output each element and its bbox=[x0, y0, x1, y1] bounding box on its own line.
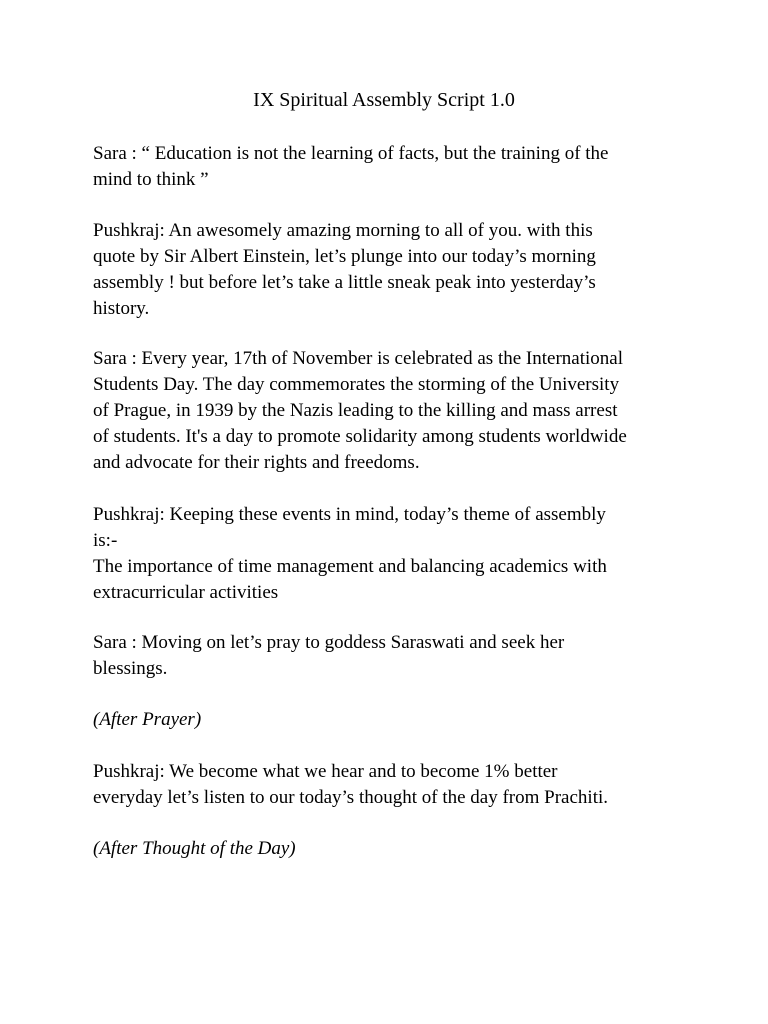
text-line: Sara : “ Education is not the learning of facts, but the training of the bbox=[93, 143, 609, 164]
paragraph-sara-prayer bbox=[93, 630, 683, 682]
text-line: of students. It's a day to promote solidarity among students worldwide bbox=[93, 426, 627, 447]
text-line: history. bbox=[93, 298, 150, 319]
text-line: Pushkraj: We become what we hear and to become 1% better bbox=[93, 761, 558, 782]
text-line: of Prague, in 1939 by the Nazis leading to the killing and mass arrest bbox=[93, 400, 618, 421]
text-line: assembly ! but before let’s take a little sneak peak into yesterday’s bbox=[93, 272, 596, 293]
text-line: (After Prayer) bbox=[93, 709, 202, 730]
paragraph-pushkraj-greeting bbox=[93, 218, 683, 322]
paragraph-sara-history bbox=[93, 346, 683, 476]
stage-direction-after-thought bbox=[93, 836, 683, 862]
text-line: Sara : Every year, 17th of November is celebrated as the International bbox=[93, 348, 623, 369]
stage-direction-after-prayer bbox=[93, 707, 683, 733]
paragraph-pushkraj-theme bbox=[93, 502, 683, 606]
text-line: quote by Sir Albert Einstein, let’s plunge into our today’s morning bbox=[93, 246, 596, 267]
text-line: and advocate for their rights and freedoms. bbox=[93, 452, 420, 473]
paragraph-sara-quote bbox=[93, 141, 683, 193]
text-line: The importance of time management and balancing academics with bbox=[93, 556, 607, 577]
text-line: Pushkraj: Keeping these events in mind, today’s theme of assembly bbox=[93, 504, 606, 525]
text-line: Sara : Moving on let’s pray to goddess Saraswati and seek her bbox=[93, 632, 565, 653]
text-line: extracurricular activities bbox=[93, 582, 279, 603]
text-line: is:- bbox=[93, 530, 118, 551]
text-line: mind to think ” bbox=[93, 169, 209, 190]
text-line: blessings. bbox=[93, 658, 168, 679]
text-line: Students Day. The day commemorates the storming of the University bbox=[93, 374, 620, 395]
document-title: IX Spiritual Assembly Script 1.0 bbox=[253, 89, 515, 111]
text-line: everyday let’s listen to our today’s thought of the day from Prachiti. bbox=[93, 787, 609, 808]
text-line: (After Thought of the Day) bbox=[93, 838, 296, 859]
text-line: Pushkraj: An awesomely amazing morning to all of you. with this bbox=[93, 220, 593, 241]
paragraph-pushkraj-thought bbox=[93, 759, 683, 811]
